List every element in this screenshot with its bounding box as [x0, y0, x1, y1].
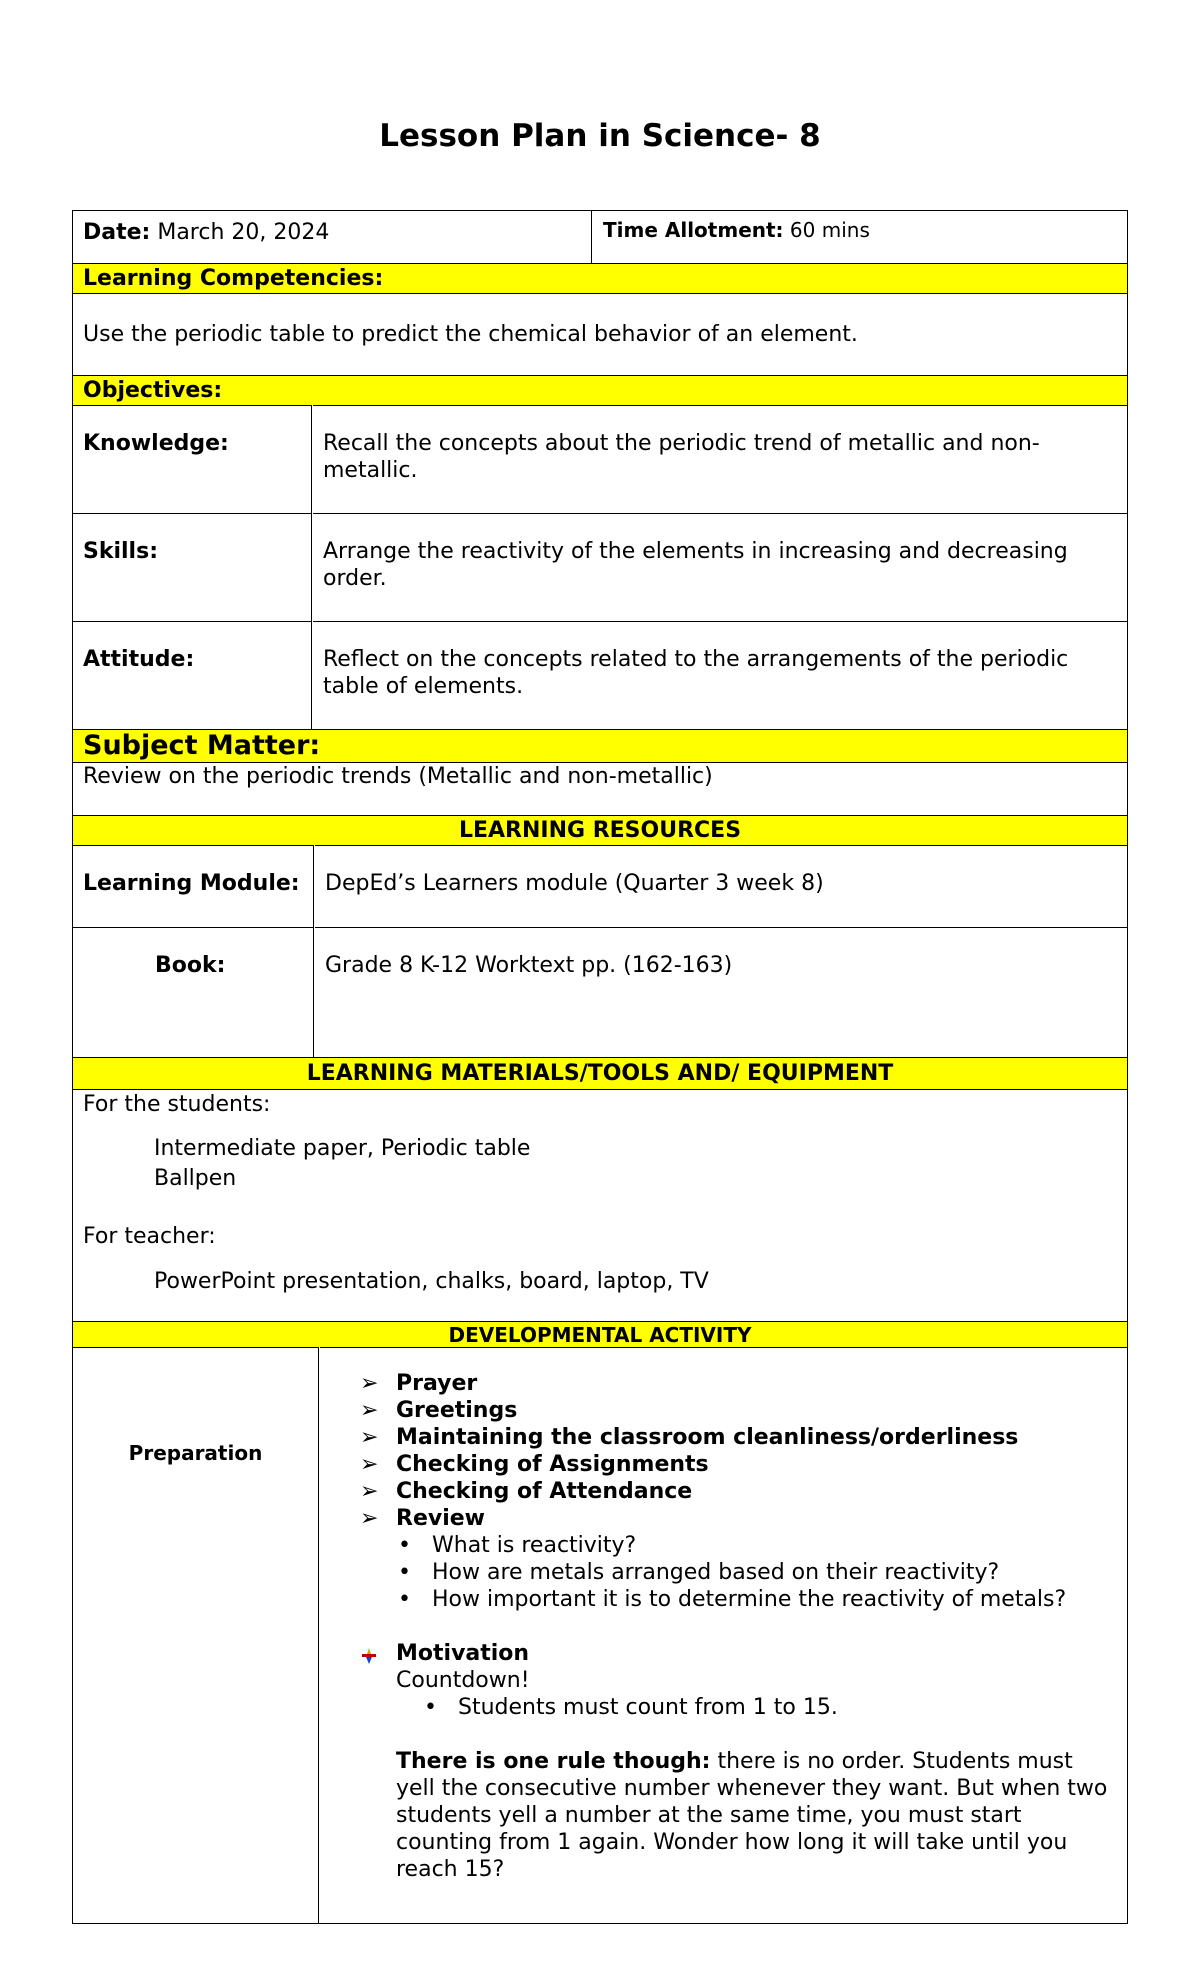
- motivation-rule: [396, 1748, 1117, 1883]
- dot-bullet-icon: •: [398, 1533, 411, 1558]
- header-divider: [591, 211, 592, 263]
- list-item: • How important it is to determine the reactivity of metals?: [398, 1587, 1067, 1612]
- book-value: Grade 8 K-12 Worktext pp. (162-163): [315, 927, 1127, 1057]
- book-label: Book:: [73, 927, 313, 1057]
- date-value: March 20, 2024: [157, 220, 330, 245]
- preparation-label: Preparation: [73, 1347, 318, 1924]
- lesson-plan-table: [72, 210, 1128, 1924]
- objectives-divider: [311, 405, 312, 729]
- list-item: ➢ Review: [360, 1506, 485, 1531]
- attitude-text: Reflect on the concepts related to the arrangements of the periodic table of elements.: [313, 621, 1127, 729]
- routine-list: [360, 1370, 1117, 1532]
- time-allotment-cell: [593, 211, 1127, 263]
- competencies-text: Use the periodic table to predict the chemical behavior of an element.: [73, 293, 1127, 375]
- time-label: Time Allotment:: [603, 218, 784, 242]
- date-label: Date:: [83, 220, 151, 245]
- attitude-label: Attitude:: [73, 621, 311, 729]
- knowledge-label: Knowledge:: [73, 405, 311, 513]
- module-label: Learning Module:: [73, 845, 313, 927]
- dot-bullet-icon: •: [398, 1560, 411, 1585]
- preparation-content: [320, 1347, 1127, 1924]
- date-cell: [73, 211, 591, 263]
- list-item: • Students must count from 1 to 15.: [424, 1695, 838, 1720]
- subject-matter-heading: Subject Matter:: [73, 729, 1127, 762]
- resources-heading: LEARNING RESOURCES: [73, 815, 1127, 845]
- subject-matter-text: Review on the periodic trends (Metallic and non-metallic): [73, 762, 1127, 815]
- motivation-list: [396, 1694, 1117, 1721]
- arrow-bullet-icon: ➢: [360, 1479, 379, 1504]
- students-label: For the students:: [83, 1092, 271, 1117]
- resources-divider: [313, 845, 314, 1057]
- arrow-bullet-icon: ➢: [360, 1425, 379, 1450]
- rule-bold: There is one rule though:: [396, 1749, 711, 1774]
- arrow-bullet-icon: ➢: [360, 1398, 379, 1423]
- competencies-heading: Learning Competencies:: [73, 263, 1127, 293]
- objectives-heading: Objectives:: [73, 375, 1127, 405]
- arrow-bullet-icon: ➢: [360, 1452, 379, 1477]
- motivation-title: Motivation: [396, 1641, 530, 1666]
- students-line-1: Intermediate paper, Periodic table: [154, 1136, 531, 1161]
- skills-label: Skills:: [73, 513, 311, 621]
- list-item: ➢ Prayer: [360, 1371, 478, 1396]
- teacher-line: PowerPoint presentation, chalks, board, laptop, TV: [154, 1269, 709, 1294]
- list-item: • How are metals arranged based on their reactivity?: [398, 1560, 1000, 1585]
- materials-body: [73, 1089, 1127, 1321]
- dot-bullet-icon: •: [398, 1587, 411, 1612]
- list-item: ➢ Greetings: [360, 1398, 518, 1423]
- page-title: Lesson Plan in Science- 8: [379, 118, 821, 154]
- students-line-2: Ballpen: [154, 1166, 237, 1191]
- list-item: ➢ Maintaining the classroom cleanliness/orderliness: [360, 1425, 1019, 1450]
- skills-text: Arrange the reactivity of the elements in increasing and decreasing order.: [313, 513, 1127, 621]
- rule-text: there is no order. Students must yell the consecutive number whenever they want. But when two students yell a number at the same time, you must start counting from 1 again. Wonder how long it will take until you reach 15?: [396, 1749, 1108, 1882]
- list-item: ➢ Checking of Assignments: [360, 1452, 709, 1477]
- dot-bullet-icon: •: [424, 1695, 437, 1720]
- motivation-sub: Countdown!: [396, 1668, 530, 1693]
- list-item: ➢ Checking of Attendance: [360, 1479, 693, 1504]
- list-item: • What is reactivity?: [398, 1533, 637, 1558]
- review-list: [360, 1532, 1117, 1613]
- arrow-bullet-icon: ➢: [360, 1371, 379, 1396]
- developmental-heading: DEVELOPMENTAL ACTIVITY: [73, 1321, 1127, 1347]
- time-value: 60 mins: [789, 218, 870, 242]
- developmental-divider: [318, 1347, 319, 1924]
- materials-heading: LEARNING MATERIALS/TOOLS AND/ EQUIPMENT: [73, 1057, 1127, 1089]
- motivation-section: [360, 1640, 1117, 1883]
- teacher-label: For teacher:: [83, 1224, 216, 1249]
- motivation-bullet-icon: [360, 1645, 378, 1663]
- knowledge-text: Recall the concepts about the periodic trend of metallic and non-metallic.: [313, 405, 1127, 513]
- module-value: DepEd’s Learners module (Quarter 3 week 8): [315, 845, 1127, 927]
- arrow-bullet-icon: ➢: [360, 1506, 379, 1531]
